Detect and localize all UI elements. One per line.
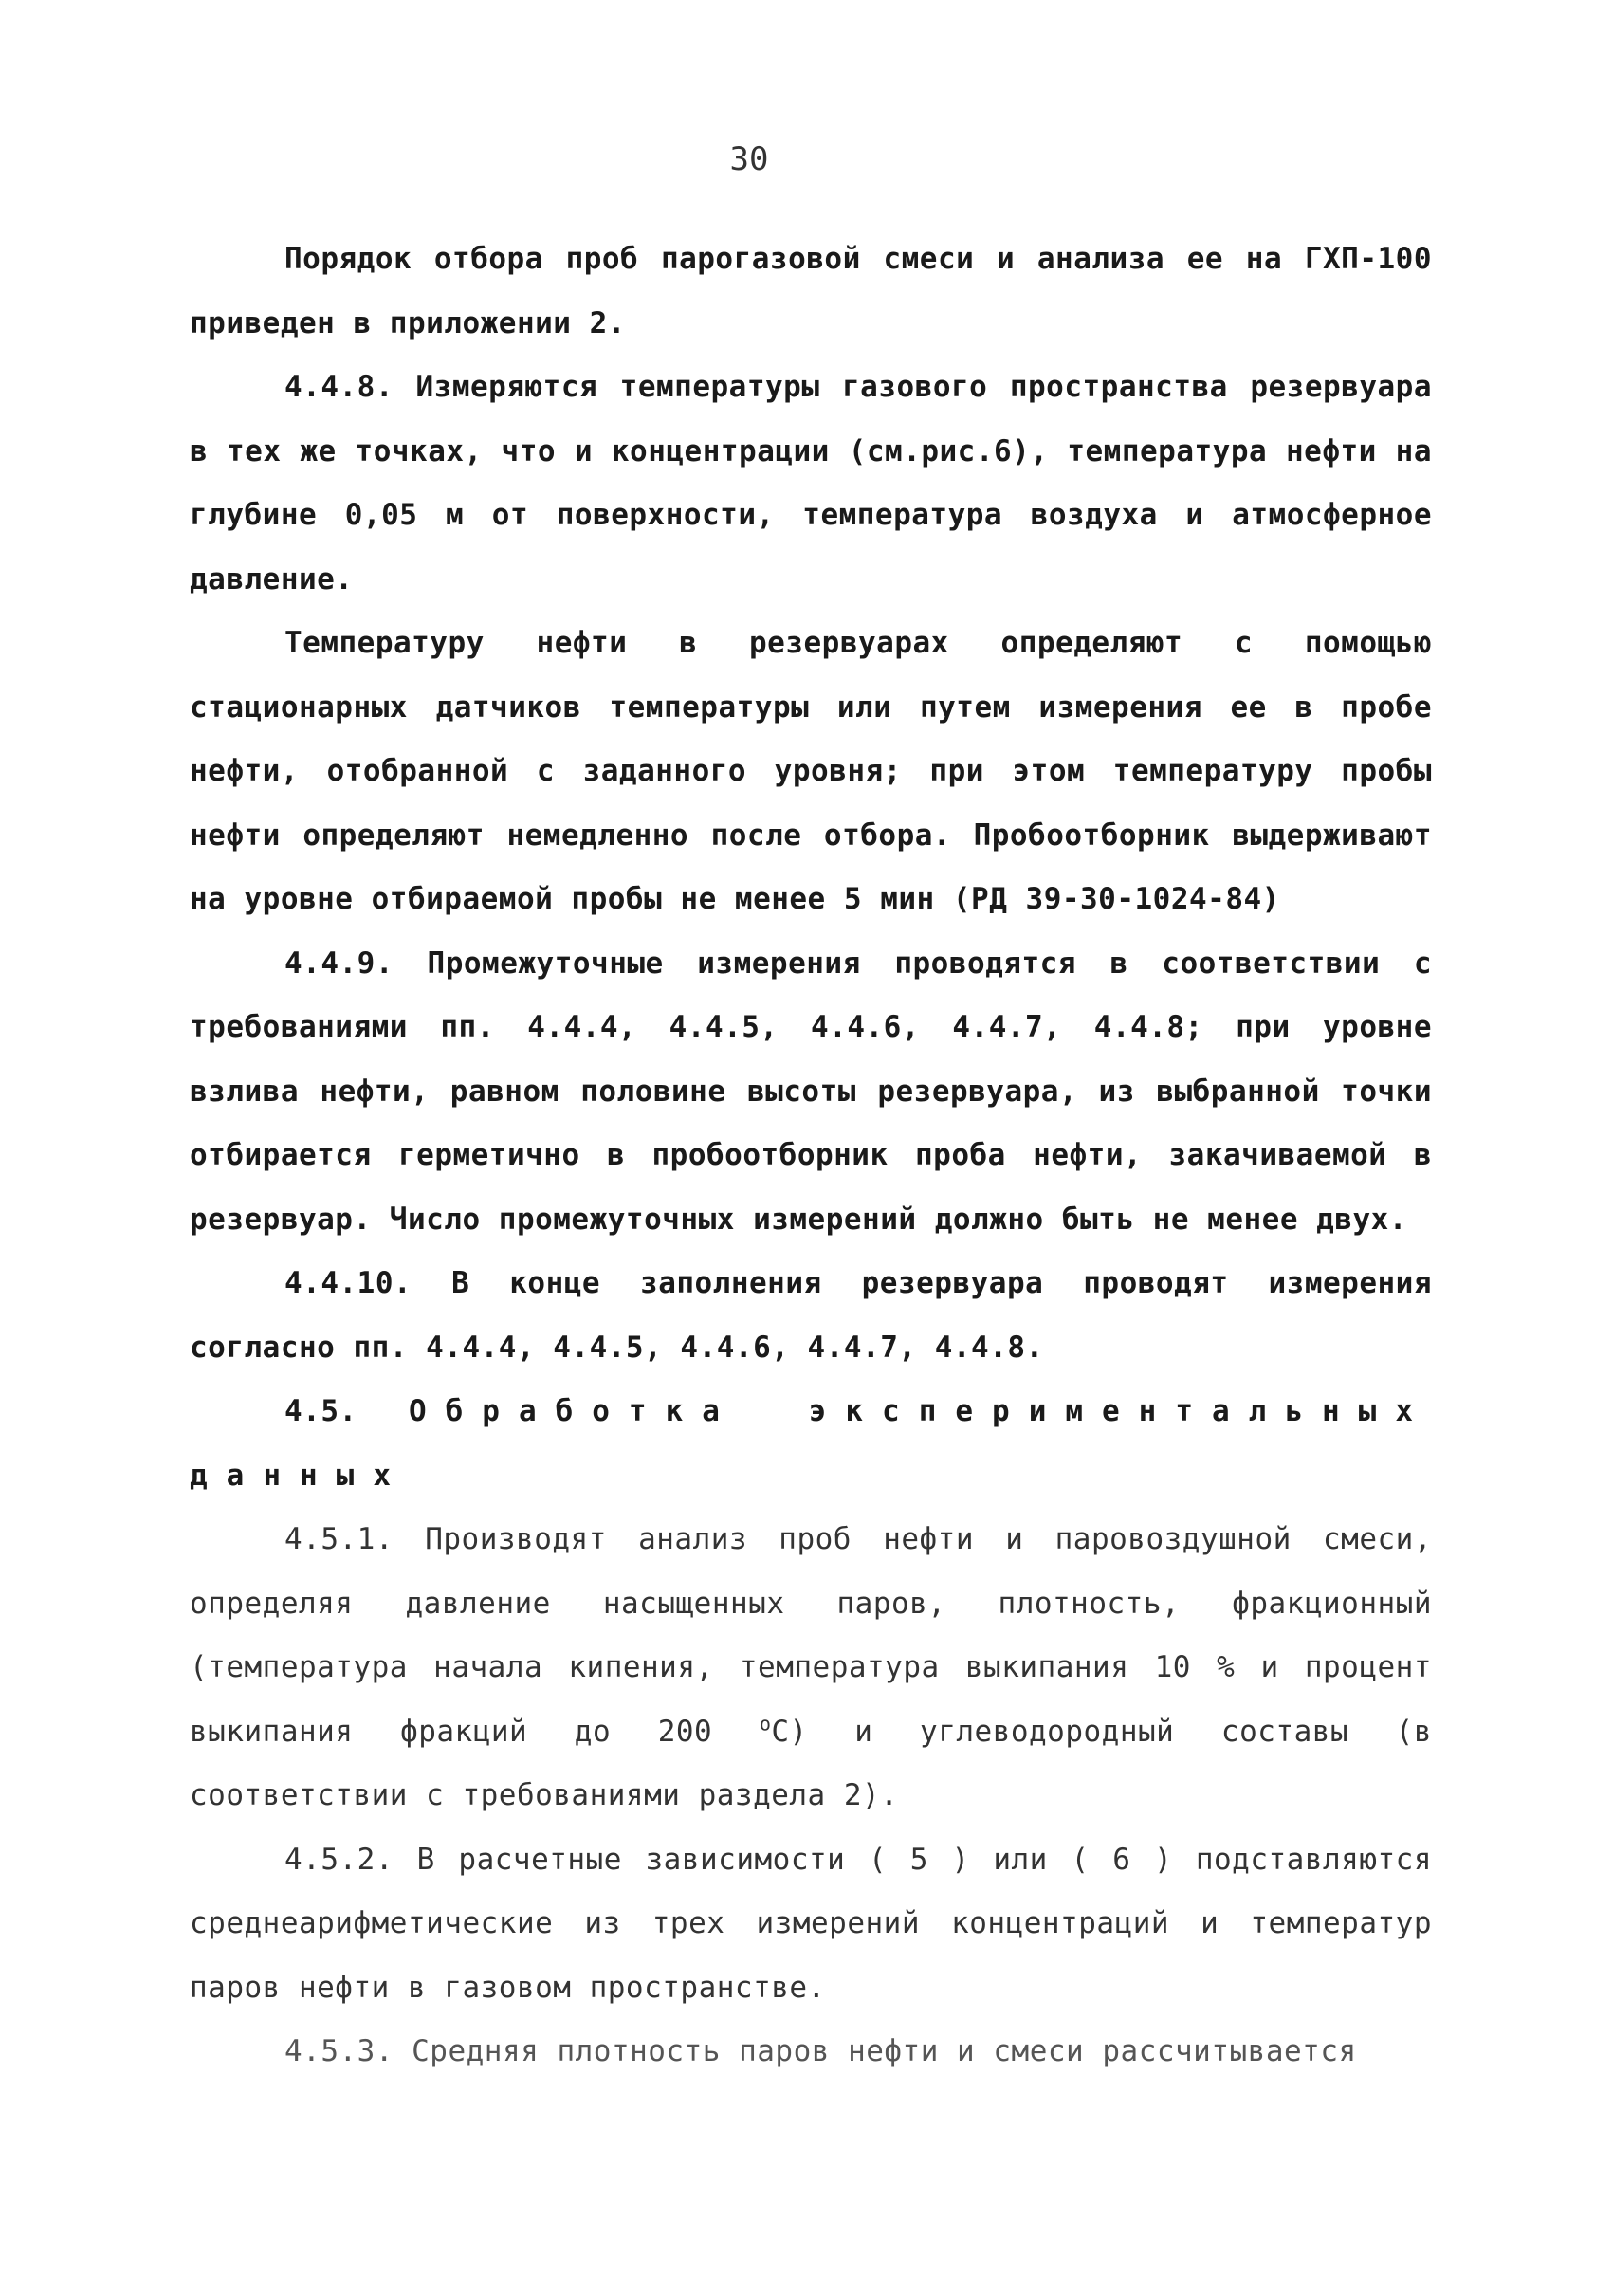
paragraph-4-5-1 (190, 1508, 1432, 1828)
document-body (190, 228, 1432, 2085)
degree-superscript: о (759, 1712, 772, 1736)
paragraph-4-5-1-part-2: С) и углеводородный составы (в соответствии с требованиями раздела 2). (190, 1714, 1432, 1812)
paragraph-4-4-8: 4.4.8. Измеряются температуры газового пространства резервуара в тех же точках, что и концентрации (см.рис.6), температура нефти на глубине 0,05 м от поверхности, температура воздуха и атмосферное давление. (190, 370, 1432, 597)
paragraph-4-5-2: 4.5.2. В расчетные зависимости ( 5 ) или ( 6 ) подставляются среднеарифметические из трех измерений концентраций и температур паров нефти в газовом пространстве. (190, 1842, 1432, 2005)
section-heading-4-5 (190, 1380, 1432, 1508)
section-heading-text: Обработка экспериментальных данных (190, 1394, 1432, 1493)
paragraph-4-5-1-part-1: 4.5.1. Производят анализ проб нефти и паровоздушной смеси, определяя давление насыщенных паров, плотность, фракционный (температура начала кипения, температура выкипания 10 % и процент выкипания фракций до 200 (190, 1522, 1432, 1749)
paragraph-4-4-10: 4.4.10. В конце заполнения резервуара проводят измерения согласно пп. 4.4.4, 4.4.5, 4.4.6, 4.4.7, 4.4.8. (190, 1266, 1432, 1365)
section-heading-number: 4.5. (284, 1394, 357, 1428)
page-number: 30 (729, 140, 769, 178)
paragraph-oil-temperature: Температуру нефти в резервуарах определяют с помощью стационарных датчиков температуры или путем измерения ее в пробе нефти, отобранной с заданного уровня; при этом температуру пробы нефти определяют немедленно после отбора. Пробоотборник выдерживают на уровне отбираемой пробы не менее 5 мин (РД 39-30-1024-84) (190, 626, 1432, 916)
paragraph-4-5-3: 4.5.3. Средняя плотность паров нефти и смеси рассчитывается (284, 2034, 1357, 2068)
paragraph-sampling-procedure: Порядок отбора проб парогазовой смеси и анализа ее на ГХП-100 приведен в приложении 2. (190, 242, 1432, 340)
paragraph-4-4-9: 4.4.9. Промежуточные измерения проводятся в соответствии с требованиями пп. 4.4.4, 4.4.5, 4.4.6, 4.4.7, 4.4.8; при уровне взлива нефти, равном половине высоты резервуара, из выбранной точки отбирается герметично в пробоотборник проба нефти, закачиваемой в резервуар. Число промежуточных измерений должно быть не менее двух. (190, 946, 1432, 1237)
